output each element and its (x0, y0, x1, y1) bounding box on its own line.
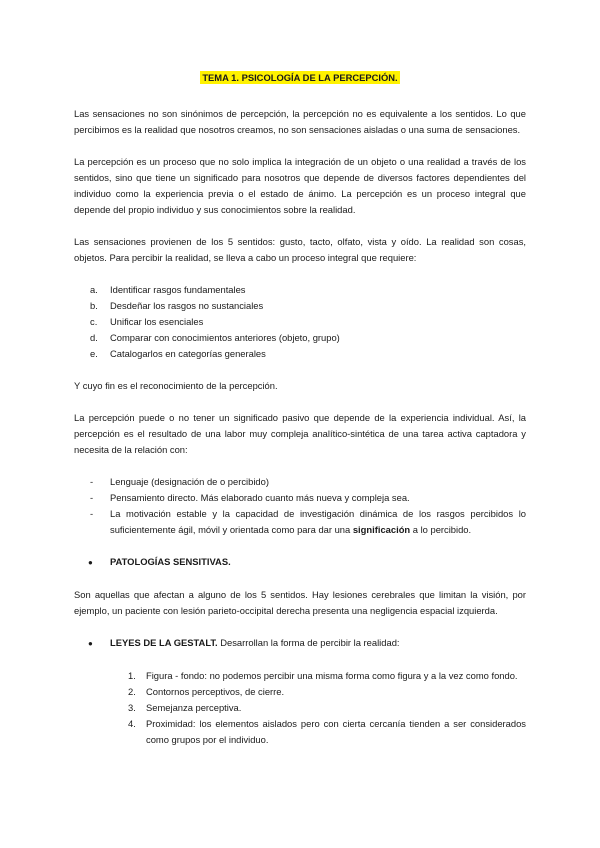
paragraph-sentidos: Las sensaciones provienen de los 5 sentidos: gusto, tacto, olfato, vista y oído. La realidad son cosas, objetos. Para percibir la realidad, se lleva a cabo un proceso integral que requiere: (74, 236, 526, 263)
list-item (74, 346, 526, 362)
list-item-text: Lenguaje (designación de o percibido) (110, 476, 269, 487)
list-item (74, 298, 526, 314)
list-marker: d. (90, 332, 98, 343)
list-marker: a. (90, 284, 98, 295)
list-item-text: Comparar con conocimientos anteriores (objeto, grupo) (110, 332, 340, 343)
list-item (74, 314, 526, 330)
list-item-text: Catalogarlos en categorías generales (110, 348, 266, 359)
section-title-bold: LEYES DE LA GESTALT. (110, 637, 218, 648)
list-item (128, 668, 526, 684)
text-run: La motivación estable y la capacidad de investigación dinámica de los rasgos percibidos lo suficientemente ágil, móvil y orientada como para dar una (110, 508, 526, 535)
list-item-text (110, 506, 526, 538)
list-item-text: Figura - fondo: no podemos percibir una misma forma como figura y a la vez como fondo. (146, 670, 518, 681)
list-item (74, 474, 526, 490)
paragraph-significado: La percepción puede o no tener un significado pasivo que depende de la experiencia individual. Así, la percepción es el resultado de una labor muy compleja analítico-sintética de una tarea activa captadora y necesita de la relación con: (74, 412, 526, 455)
list-item (74, 506, 526, 538)
section-title-rest: Desarrollan la forma de percibir la realidad: (217, 637, 400, 648)
page-title: TEMA 1. PSICOLOGÍA DE LA PERCEPCIÓN. (202, 72, 398, 83)
list-marker: 1. (128, 670, 136, 681)
title-block (74, 70, 526, 86)
list-item (128, 700, 526, 716)
list-item-text: Desdeñar los rasgos no sustanciales (110, 300, 264, 311)
bullet-icon: ● (88, 558, 93, 567)
list-item (128, 684, 526, 700)
section-heading-patologias (74, 554, 526, 571)
list-item (128, 716, 526, 748)
dash-marker: - (90, 476, 94, 487)
list-item-text: Identificar rasgos fundamentales (110, 284, 246, 295)
list-marker: c. (90, 316, 98, 327)
paragraph-fin: Y cuyo fin es el reconocimiento de la percepción. (74, 380, 278, 391)
list-item-text: Pensamiento directo. Más elaborado cuanto más nueva y compleja sea. (110, 492, 410, 503)
list-item (74, 282, 526, 298)
section-title (110, 635, 400, 651)
list-marker: e. (90, 348, 98, 359)
alpha-list (74, 282, 526, 362)
list-marker: 3. (128, 702, 136, 713)
list-item-text: Proximidad: los elementos aislados pero con cierta cercanía tienden a ser considerados como grupos por el individuo. (146, 718, 526, 745)
section-title: PATOLOGÍAS SENSITIVAS. (110, 556, 231, 567)
gestalt-list (74, 668, 526, 748)
list-item-text: Semejanza perceptiva. (146, 702, 242, 713)
list-marker: 4. (128, 718, 136, 729)
dash-marker: - (90, 492, 94, 503)
section-heading-gestalt (74, 635, 526, 652)
dash-marker: - (90, 508, 94, 519)
paragraph-percepcion-proceso: La percepción es un proceso que no solo implica la integración de un objeto o una realidad a través de los sentidos, sino que tiene un significado para nosotros que depende de diversos factores dependientes del individuo como la experiencia previa o el estado de ánimo. La percepción es un proceso integral que depende del propio individuo y sus conocimientos sobre la realidad. (74, 156, 526, 215)
paragraph-patologias: Son aquellas que afectan a alguno de los 5 sentidos. Hay lesiones cerebrales que limitan la visión, por ejemplo, un paciente con lesión parieto-occipital derecha presenta una negligencia espacial izquierda. (74, 589, 526, 616)
list-item-text: Unificar los esenciales (110, 316, 204, 327)
bullet-icon: ● (88, 639, 93, 648)
list-marker: 2. (128, 686, 136, 697)
list-marker: b. (90, 300, 98, 311)
list-item-text: Contornos perceptivos, de cierre. (146, 686, 285, 697)
text-run: a lo percibido. (410, 524, 472, 535)
bold-term: significación (352, 524, 411, 535)
dash-list (74, 474, 526, 538)
list-item (74, 330, 526, 346)
paragraph-sensaciones: Las sensaciones no son sinónimos de percepción, la percepción no es equivalente a los sentidos. Lo que percibimos es la realidad que nosotros creamos, no son sensaciones aisladas o una suma de sensaciones. (74, 108, 526, 135)
list-item (74, 490, 526, 506)
